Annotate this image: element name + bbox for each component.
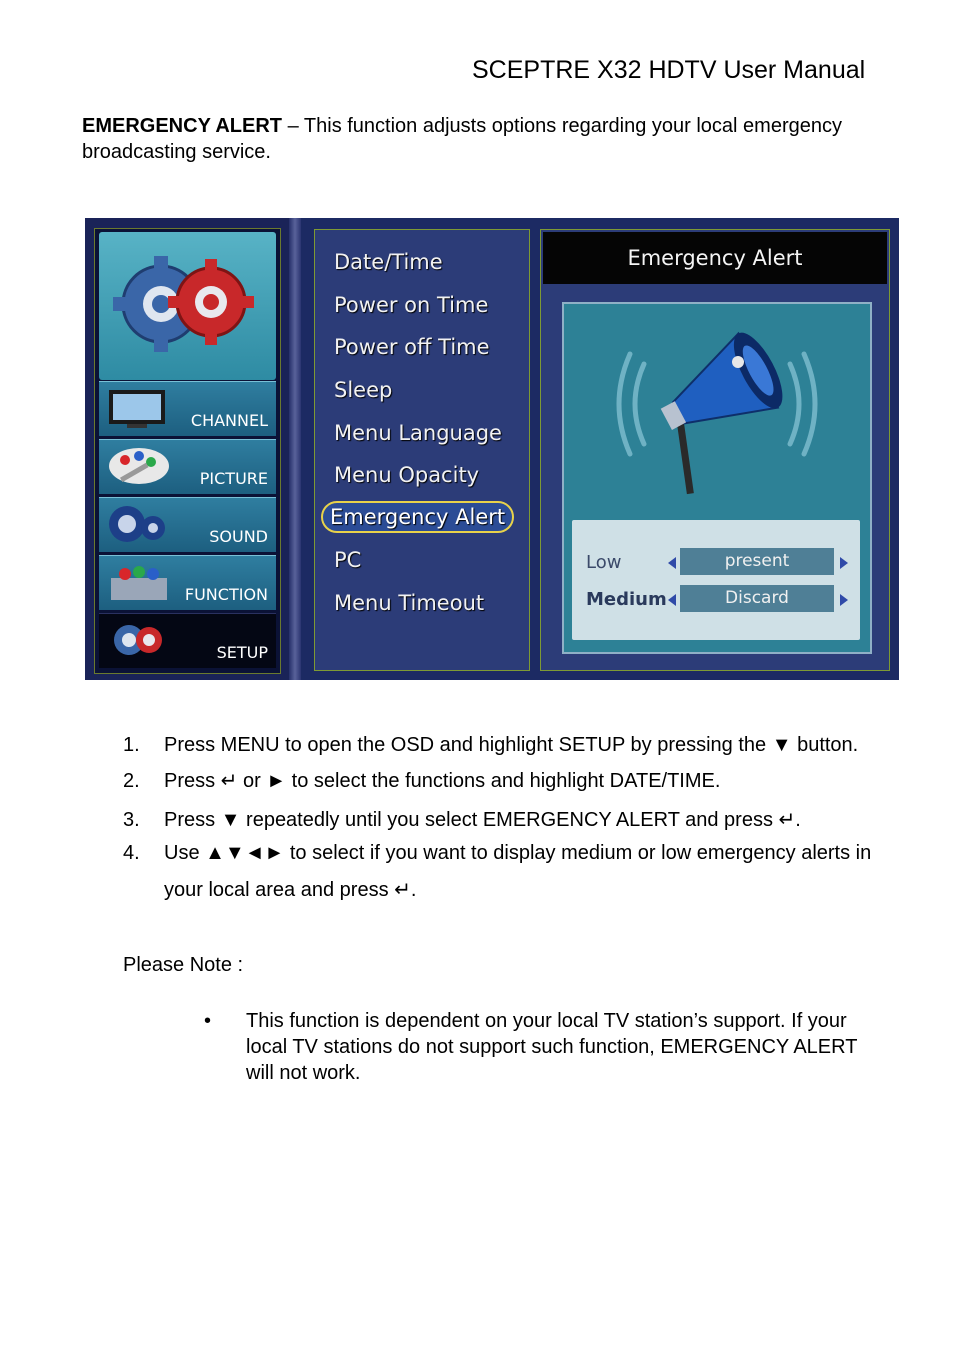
intro-text: – This function adjusts options regarding your local emergency broadcasting service. <box>82 115 842 163</box>
intro-paragraph <box>82 113 872 165</box>
panel-title: Emergency Alert <box>627 246 803 270</box>
option-value-medium[interactable]: Discard <box>680 585 834 612</box>
menu-item-sleep[interactable]: Sleep <box>334 378 393 402</box>
menu-item-date-time[interactable]: Date/Time <box>334 250 443 274</box>
panel-body <box>562 302 872 654</box>
category-setup[interactable] <box>99 613 276 668</box>
arrow-left-icon[interactable] <box>668 557 676 569</box>
step-number: 2. <box>123 770 140 792</box>
setup-menu-list <box>314 229 530 671</box>
emergency-alert-panel <box>540 229 890 671</box>
step-number: 4. <box>123 842 140 864</box>
instruction-steps <box>123 732 893 909</box>
menu-item-pc[interactable]: PC <box>334 548 362 572</box>
option-value-low[interactable]: present <box>680 548 834 575</box>
category-sound[interactable] <box>99 497 276 552</box>
step-3 <box>123 807 893 833</box>
menu-item-menu-timeout[interactable]: Menu Timeout <box>334 591 485 615</box>
panel-title-bar <box>543 232 887 284</box>
step-text: Press ↵ or ► to select the functions and highlight DATE/TIME. <box>164 770 721 792</box>
osd-screenshot <box>85 218 899 680</box>
sidebar-divider <box>289 218 301 680</box>
step-number: 1. <box>123 734 140 756</box>
step-number: 3. <box>123 809 140 831</box>
menu-item-power-off-time[interactable]: Power off Time <box>334 335 490 359</box>
option-label-low: Low <box>586 552 622 573</box>
category-channel[interactable] <box>99 381 276 436</box>
note-bullet-text: This function is dependent on your local TV station’s support. If your local TV stations do not support such function, EMERGENCY ALERT will not work. <box>246 1010 858 1084</box>
category-label: CHANNEL <box>190 411 268 430</box>
setup-gears-logo <box>99 232 276 380</box>
category-label: FUNCTION <box>184 585 268 604</box>
step-text: Press MENU to open the OSD and highlight SETUP by pressing the ▼ button. <box>164 734 859 756</box>
category-function[interactable] <box>99 555 276 610</box>
menu-item-menu-opacity[interactable]: Menu Opacity <box>334 463 480 487</box>
tv-icon <box>105 386 175 430</box>
bullet-dot-icon: • <box>204 1010 212 1032</box>
category-label: SETUP <box>216 643 268 662</box>
menu-item-power-on-time[interactable]: Power on Time <box>334 293 489 317</box>
step-1 <box>123 732 893 758</box>
arrow-right-icon[interactable] <box>840 557 848 569</box>
step-2 <box>123 768 893 794</box>
option-label-medium: Medium <box>586 589 667 610</box>
arrow-left-icon[interactable] <box>668 594 676 606</box>
category-picture[interactable] <box>99 439 276 494</box>
megaphone-icon <box>564 304 870 514</box>
osd-category-sidebar <box>85 218 289 680</box>
step-text: Press ▼ repeatedly until you select EMERGENCY ALERT and press ↵. <box>164 809 801 831</box>
note-bullet <box>200 1008 890 1086</box>
step-4 <box>123 835 893 909</box>
menu-item-emergency-alert[interactable]: Emergency Alert <box>321 501 514 533</box>
note-label: Please Note : <box>123 954 244 976</box>
toolbox-icon <box>105 560 175 604</box>
step-text: Use ▲▼◄► to select if you want to display medium or low emergency alerts in your local area and press ↵. <box>164 842 872 901</box>
setup-gears-icon <box>105 618 175 662</box>
category-label: SOUND <box>209 527 268 546</box>
page-title: SCEPTRE X32 HDTV User Manual <box>472 56 866 84</box>
category-label: PICTURE <box>199 469 268 488</box>
alert-options-box <box>572 520 860 640</box>
osd-category-frame <box>94 228 281 674</box>
arrow-right-icon[interactable] <box>840 594 848 606</box>
menu-item-menu-language[interactable]: Menu Language <box>334 421 502 445</box>
gears-icon <box>99 232 276 380</box>
speaker-icon <box>105 502 175 546</box>
intro-heading: EMERGENCY ALERT <box>82 115 283 137</box>
paint-palette-icon <box>105 444 175 488</box>
